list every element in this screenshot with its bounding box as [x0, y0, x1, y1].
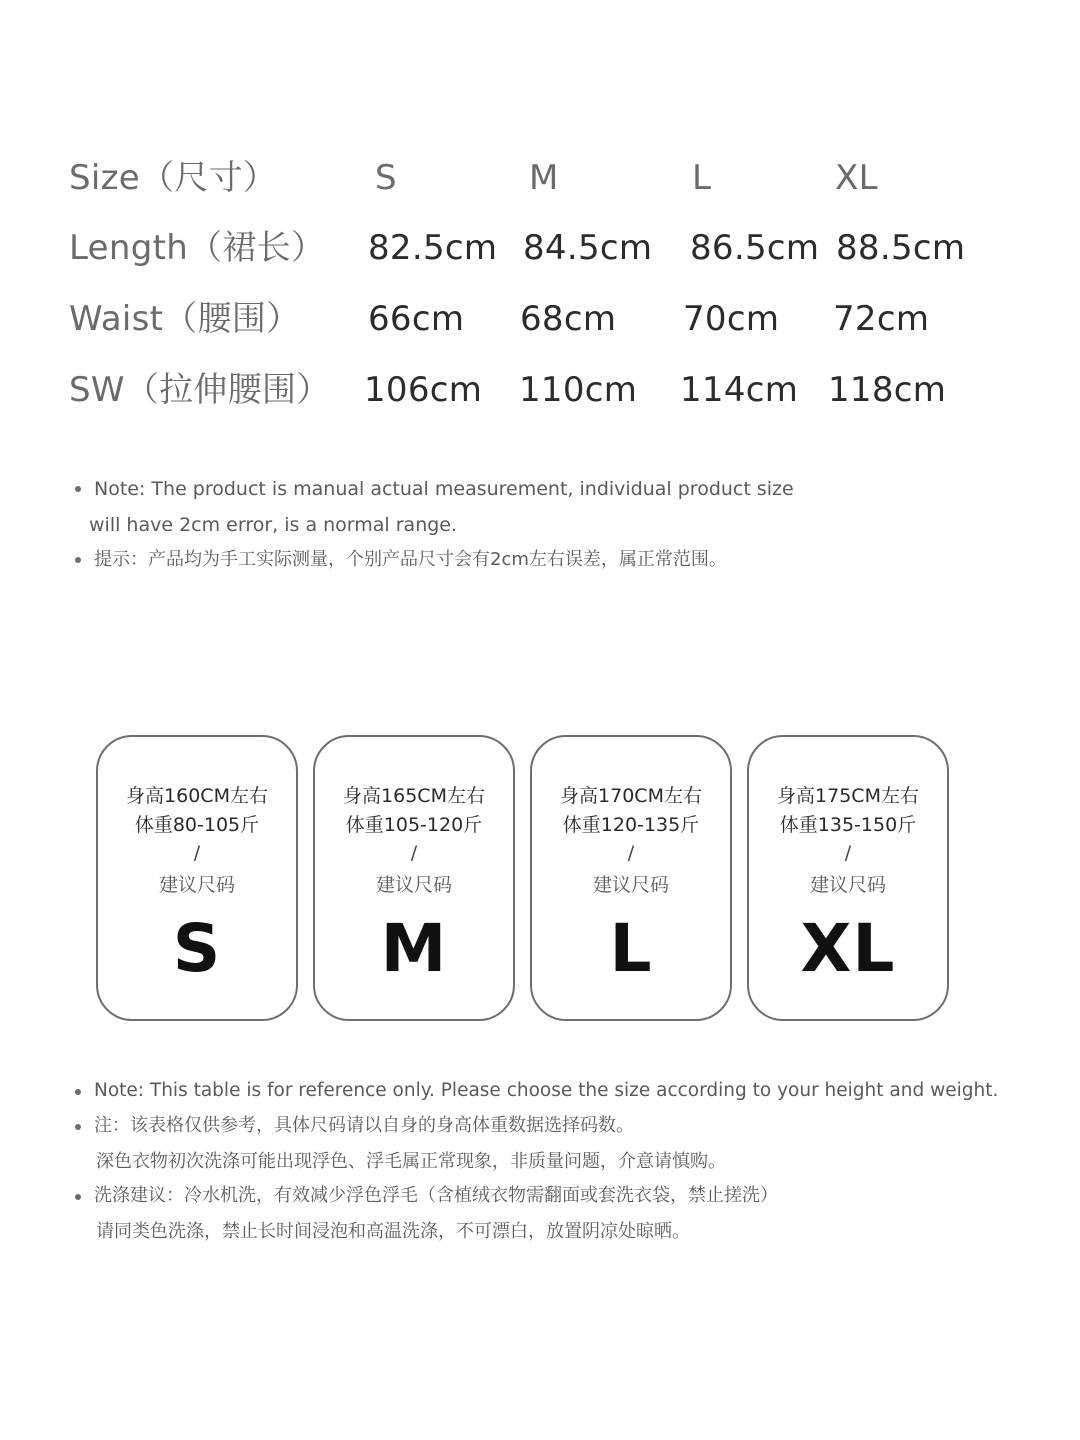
recommendation-card-xl [747, 735, 949, 1021]
card-size: L [609, 910, 653, 987]
recommendation-card-m [313, 735, 515, 1021]
waist-value-m: 68cm [520, 299, 617, 339]
measurement-note-en-line1: Note: The product is manual actual measurement, individual product size [94, 478, 794, 500]
recommendation-card-l [530, 735, 732, 1021]
washing-note-line1: 洗涤建议：冷水机洗，有效减少浮色浮毛（含植绒衣物需翻面或套洗衣袋，禁止搓洗） [94, 1185, 778, 1206]
measurement-note-cn: 提示：产品均为手工实际测量，个别产品尺寸会有2cm左右误差，属正常范围。 [94, 549, 727, 570]
card-separator: / [410, 842, 418, 864]
reference-note-en: Note: This table is for reference only. Please choose the size according to your height and weight. [94, 1080, 999, 1101]
length-row-label: Length（裙长） [69, 228, 326, 268]
stretch-waist-value-l: 114cm [680, 370, 799, 410]
card-weight: 体重135-150斤 [779, 814, 917, 836]
card-height: 身高160CM左右 [126, 785, 268, 807]
card-weight: 体重80-105斤 [134, 814, 260, 836]
size-table [0, 0, 1080, 430]
length-value-m: 84.5cm [523, 228, 653, 268]
length-value-xl: 88.5cm [836, 228, 966, 268]
card-size: XL [800, 910, 896, 987]
card-recommend-label: 建议尺码 [158, 874, 235, 896]
stretch-waist-value-m: 110cm [519, 370, 638, 410]
measurement-note-en-line2: will have 2cm error, is a normal range. [89, 514, 458, 536]
stretch-waist-value-s: 106cm [364, 370, 483, 410]
card-height: 身高175CM左右 [777, 785, 919, 807]
waist-value-xl: 72cm [833, 299, 930, 339]
card-recommend-label: 建议尺码 [592, 874, 669, 896]
size-header-label: Size（尺寸） [69, 158, 278, 198]
card-height: 身高165CM左右 [343, 785, 485, 807]
waist-row-label: Waist（腰围） [69, 299, 301, 339]
size-recommendation-cards [0, 735, 1080, 1025]
size-header-s: S [375, 158, 397, 198]
card-size: M [380, 910, 448, 987]
waist-value-s: 66cm [368, 299, 465, 339]
size-header-l: L [692, 158, 712, 198]
reference-note-cn-line2: 深色衣物初次洗涤可能出现浮色、浮毛属正常现象，非质量问题，介意请慎购。 [96, 1151, 726, 1172]
bullet-dot [75, 1194, 81, 1200]
card-separator: / [627, 842, 635, 864]
washing-note-line2: 请同类色洗涤，禁止长时间浸泡和高温洗涤，不可漂白，放置阴凉处晾晒。 [96, 1221, 690, 1242]
card-height: 身高170CM左右 [560, 785, 702, 807]
stretch-waist-row-label: SW（拉伸腰围） [69, 370, 331, 410]
length-value-l: 86.5cm [690, 228, 820, 268]
card-weight: 体重120-135斤 [562, 814, 700, 836]
card-recommend-label: 建议尺码 [809, 874, 886, 896]
card-separator: / [193, 842, 201, 864]
card-weight: 体重105-120斤 [345, 814, 483, 836]
size-header-m: M [529, 158, 559, 198]
bullet-dot [75, 557, 81, 563]
bullet-dot [75, 486, 81, 492]
bullet-dot [75, 1124, 81, 1130]
reference-note-cn-line1: 注：该表格仅供参考，具体尺码请以自身的身高体重数据选择码数。 [94, 1115, 634, 1136]
bullet-dot [75, 1089, 81, 1095]
card-separator: / [844, 842, 852, 864]
waist-value-l: 70cm [683, 299, 780, 339]
length-value-s: 82.5cm [368, 228, 498, 268]
recommendation-card-s [96, 735, 298, 1021]
size-header-xl: XL [835, 158, 878, 198]
card-size: S [172, 910, 222, 987]
card-recommend-label: 建议尺码 [375, 874, 452, 896]
stretch-waist-value-xl: 118cm [828, 370, 947, 410]
